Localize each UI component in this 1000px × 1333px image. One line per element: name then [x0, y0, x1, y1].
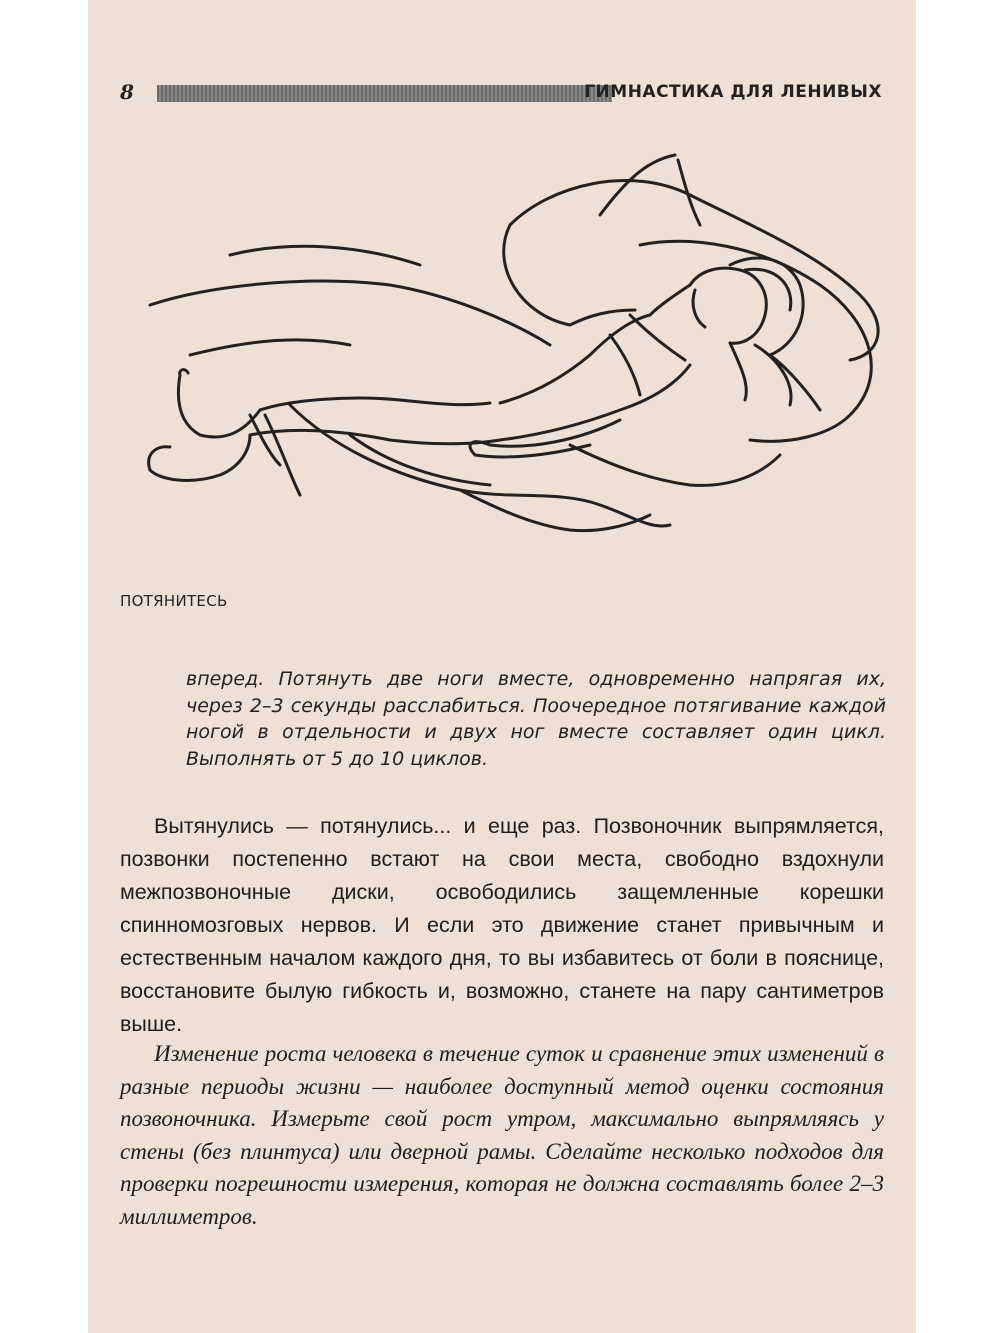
- header-rule-bar: [157, 85, 612, 102]
- figure-caption: ПОТЯНИТЕСЬ: [120, 592, 228, 610]
- italic-paragraph: Изменение роста человека в течение суток и сравнение этих изменений в разные периоды жизни — наиболее доступный метод оценки состояния позвоночника. Измерьте свой рост утром, максимально выпрямляясь у стены (без плинтуса) или дверной рамы. Сделайте несколько подходов для проверки погрешности измерения, которая не должна составлять более 2–3 миллиметров.: [120, 1041, 884, 1229]
- running-title: ГИМНАСТИКА ДЛЯ ЛЕНИВЫХ: [584, 82, 882, 102]
- page-number: 8: [120, 80, 134, 104]
- exercise-instruction: вперед. Потянуть две ноги вместе, одновременно напрягая их, через 2–3 секунды расслабиться. Поочередное потягивание каждой ногой в отдельности и двух ног вместе составляет один цикл. Выполнять от 5 до 10 циклов.: [186, 668, 886, 770]
- stretching-woman-illustration: [130, 145, 900, 565]
- body-paragraph: Вытянулись — потянулись... и еще раз. Позвоночник выпрямляется, позвонки постепенно встают на свои места, свободно вздохнули межпозвоночные диски, освободились защемленные корешки спинномозговых нервов. И если это движение станет привычным и естественным началом каждого дня, то вы избавитесь от боли в пояснице, восстановите былую гибкость и, возможно, станете на пару сантиметров выше.: [120, 814, 884, 1036]
- page-header: [120, 80, 882, 110]
